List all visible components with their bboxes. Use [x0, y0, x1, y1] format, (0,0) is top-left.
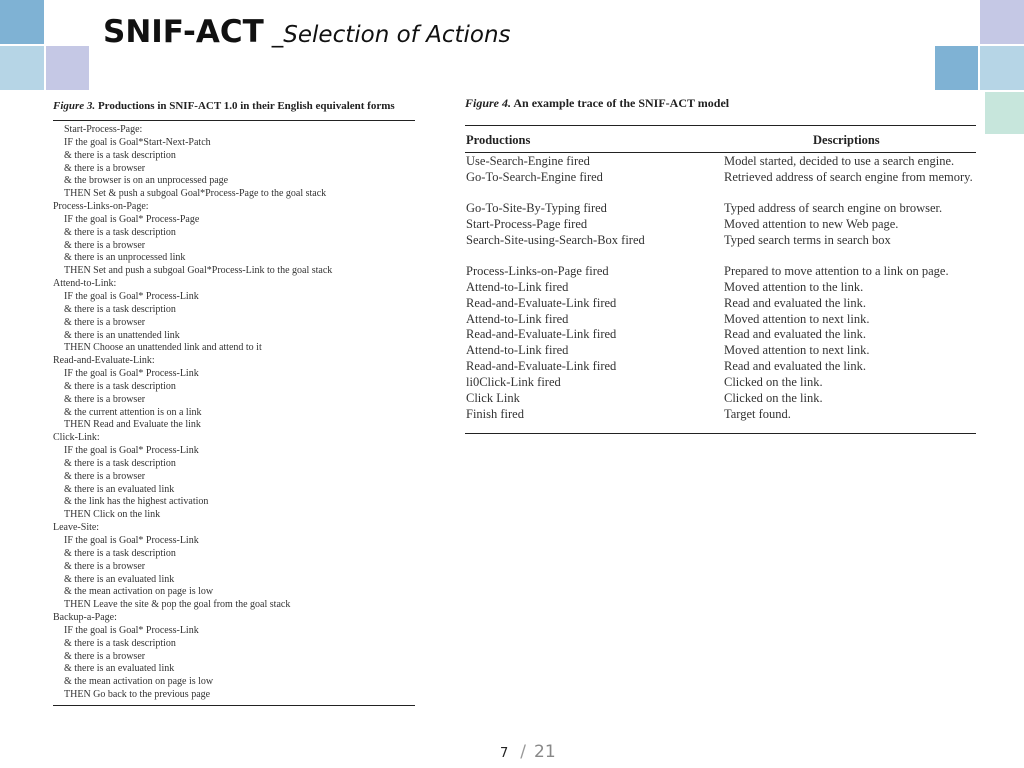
total-pages: 21	[534, 742, 556, 762]
decor-square	[0, 0, 44, 44]
production-line: THEN Set & push a subgoal Goal*Process-Page to the goal stack	[64, 188, 327, 200]
production-name: Backup-a-Page:	[53, 612, 117, 624]
production-list	[53, 124, 415, 702]
production-line: & there is an unattended link	[64, 329, 180, 341]
production-line: & there is a task description	[64, 303, 176, 315]
decor-square	[46, 46, 89, 90]
production-line: & there is a task description	[64, 149, 176, 161]
production-cell: Use-Search-Engine fired	[466, 154, 590, 168]
production-cell: Click Link	[466, 391, 520, 405]
production-cell: Read-and-Evaluate-Link fired	[466, 296, 617, 310]
description-cell: Typed search terms in search box	[724, 233, 891, 247]
production-line: & the browser is on an unprocessed page	[64, 175, 229, 187]
production-cell: Attend-to-Link fired	[466, 280, 569, 294]
production-line: & there is a browser	[64, 560, 146, 572]
decor-square	[985, 92, 1024, 134]
production-name: Attend-to-Link:	[53, 278, 117, 290]
production-cell: Go-To-Site-By-Typing fired	[466, 201, 607, 215]
figure-3-label: Figure 3.	[53, 100, 96, 112]
production-cell: Attend-to-Link fired	[466, 343, 569, 357]
description-cell: Moved attention to next link.	[724, 312, 870, 326]
description-cell: Clicked on the link.	[724, 375, 823, 389]
decor-square	[980, 0, 1024, 44]
production-line: & there is an evaluated link	[64, 483, 175, 495]
production-cell: Start-Process-Page fired	[466, 217, 588, 231]
description-cell: Moved attention to new Web page.	[724, 217, 899, 231]
figure-4-caption	[465, 96, 976, 111]
production-line: & there is a browser	[64, 393, 146, 405]
production-cell: Search-Site-using-Search-Box fired	[466, 233, 645, 247]
production-line: & there is a browser	[64, 239, 146, 251]
production-line: & there is a browser	[64, 162, 146, 174]
description-cell: Target found.	[724, 407, 791, 421]
figure-3-caption	[53, 100, 415, 112]
production-line: & the mean activation on page is low	[64, 676, 214, 688]
figure-3-top-rule	[53, 120, 415, 121]
production-line: THEN Go back to the previous page	[64, 689, 211, 701]
production-line: & there is a task description	[64, 380, 176, 392]
production-line: & the link has the highest activation	[64, 496, 209, 508]
production-name: Process-Links-on-Page:	[53, 201, 149, 213]
production-name: Read-and-Evaluate-Link:	[53, 355, 155, 367]
description-cell: Moved attention to next link.	[724, 343, 870, 357]
production-line: & there is a browser	[64, 316, 146, 328]
production-line: & there is an evaluated link	[64, 573, 175, 585]
production-line: & there is a task description	[64, 226, 176, 238]
production-line: & the current attention is on a link	[64, 406, 202, 418]
description-cell: Retrieved address of search engine from memory.	[724, 170, 973, 184]
figure-3	[53, 100, 415, 706]
production-line: IF the goal is Goal* Process-Link	[64, 445, 199, 457]
descriptions-header: Descriptions	[813, 133, 880, 147]
production-line: IF the goal is Goal* Process-Link	[64, 535, 199, 546]
production-cell: Read-and-Evaluate-Link fired	[466, 327, 617, 341]
production-line: & there is an unprocessed link	[64, 252, 186, 264]
production-line: IF the goal is Goal* Process-Page	[64, 213, 200, 225]
page-separator: /	[520, 742, 527, 762]
production-cell: Attend-to-Link fired	[466, 312, 569, 326]
production-line: THEN Read and Evaluate the link	[64, 419, 201, 431]
production-name: Leave-Site:	[53, 522, 100, 534]
production-line: IF the goal is Goal* Process-Link	[64, 290, 199, 302]
production-line: Start-Process-Page:	[64, 124, 143, 135]
decor-square	[0, 46, 44, 90]
production-line: & there is a task description	[64, 457, 176, 469]
figure-4-caption-text: An example trace of the SNIF-ACT model	[513, 96, 730, 110]
decor-square	[935, 46, 978, 90]
description-cell: Read and evaluated the link.	[724, 327, 866, 341]
production-line: & there is a task description	[64, 547, 176, 559]
description-cell: Moved attention to the link.	[724, 280, 864, 294]
production-line: THEN Set and push a subgoal Goal*Process-Link to the goal stack	[64, 265, 333, 277]
figure-3-bottom-rule	[53, 705, 415, 706]
slide-title	[103, 14, 511, 50]
production-line: IF the goal is Goal* Process-Link	[64, 368, 199, 380]
decor-square	[980, 46, 1024, 90]
description-cell: Typed address of search engine on browser.	[724, 201, 943, 215]
description-cell: Read and evaluated the link.	[724, 296, 866, 310]
production-line: THEN Choose an unattended link and attend to it	[64, 342, 262, 354]
production-cell: li0Click-Link fired	[466, 375, 561, 389]
description-cell: Clicked on the link.	[724, 391, 823, 405]
description-cell: Read and evaluated the link.	[724, 359, 866, 373]
current-page: 7	[500, 746, 509, 761]
production-line: & the mean activation on page is low	[64, 586, 214, 598]
description-cell: Model started, decided to use a search engine.	[724, 154, 955, 168]
production-line: & there is a browser	[64, 650, 146, 662]
figure-4	[465, 96, 976, 434]
production-line: IF the goal is Goal* Process-Link	[64, 624, 199, 636]
production-cell: Process-Links-on-Page fired	[466, 264, 609, 278]
trace-table	[465, 153, 976, 433]
description-cell: Prepared to move attention to a link on page.	[724, 264, 949, 278]
production-line: THEN Leave the site & pop the goal from the goal stack	[64, 599, 291, 611]
figure-3-caption-text: Productions in SNIF-ACT 1.0 in their English equivalent forms	[97, 100, 395, 112]
production-line: & there is a browser	[64, 470, 146, 482]
productions-header: Productions	[466, 133, 531, 147]
slide-title-sub: _Selection of Actions	[271, 22, 511, 48]
production-line: IF the goal is Goal*Start-Next-Patch	[64, 136, 211, 148]
production-line: & there is an evaluated link	[64, 663, 175, 675]
production-cell: Read-and-Evaluate-Link fired	[466, 359, 617, 373]
page-number	[500, 742, 600, 762]
production-name: Click-Link:	[53, 432, 100, 444]
production-line: THEN Click on the link	[64, 509, 161, 521]
production-cell: Finish fired	[466, 407, 524, 421]
production-line: & there is a task description	[64, 637, 176, 649]
figure-4-label: Figure 4.	[465, 96, 512, 110]
trace-header-row	[465, 126, 976, 152]
figure-4-bottom-rule	[465, 433, 976, 434]
slide-title-main: SNIF-ACT	[103, 14, 264, 50]
production-cell: Go-To-Search-Engine fired	[466, 170, 603, 184]
